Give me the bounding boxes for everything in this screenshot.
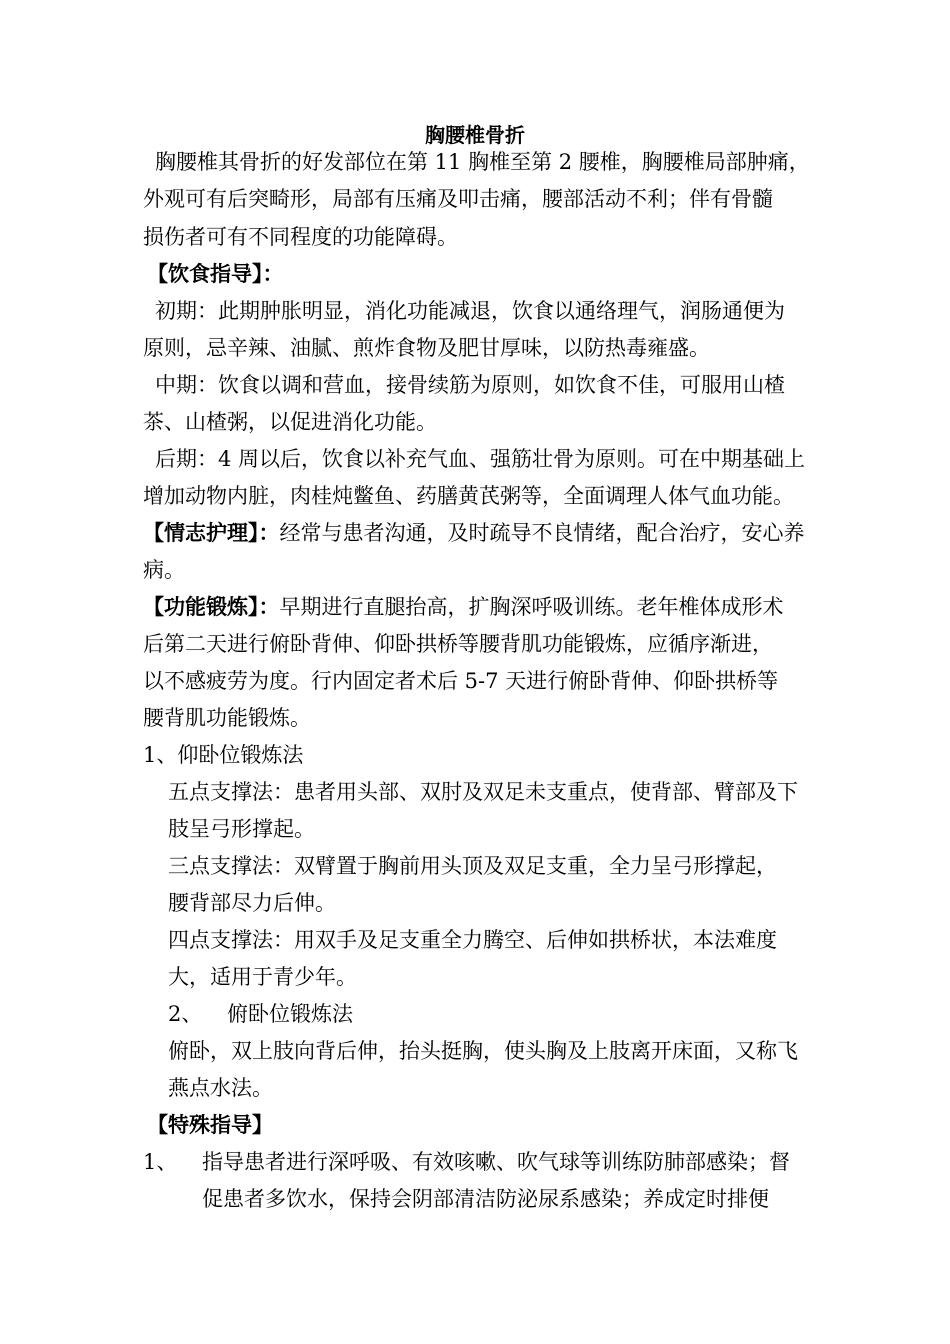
page-title: 胸腰椎骨折 [425,123,525,147]
intro-line-3: 损伤者可有不同程度的功能障碍。 [143,225,458,249]
supine-title: 1、仰卧位锻炼法 [143,743,304,767]
exercise-line-1 [143,592,784,622]
exercise-line-4: 腰背肌功能锻炼。 [143,706,311,730]
three-point-line-1: 三点支撑法：双臂置于胸前用头顶及双足支重，全力呈弓形撑起， [168,854,777,878]
special-item-line-2: 促患者多饮水，保持会阴部清洁防泌尿系感染；养成定时排便 [202,1187,769,1211]
exercise-text: 早期进行直腿抬高，扩胸深呼吸训练。老年椎体成形术 [279,595,784,619]
special-item-line-1: 指导患者进行深呼吸、有效咳嗽、吹气球等训练防肺部感染；督 [202,1150,790,1174]
exercise-line-3: 以不感疲劳为度。行内固定者术后 5-7 天进行俯卧背伸、仰卧拱桥等 [143,669,779,693]
four-point-line-2: 大，适用于青少年。 [168,965,357,989]
diet-early-line-2: 原则，忌辛辣、油腻、煎炸食物及肥甘厚味，以防热毒雍盛。 [143,336,710,360]
special-item-number: 1、 [143,1150,178,1174]
emotion-text: 经常与患者沟通，及时疏导不良情绪，配合治疗，安心养 [279,521,805,545]
special-heading: 【特殊指导】 [147,1113,273,1137]
prone-number: 2、 [168,1002,203,1026]
prone-title: 俯卧位锻炼法 [227,1002,353,1026]
diet-middle-line-2: 茶、山楂粥，以促进消化功能。 [143,410,437,434]
exercise-line-2: 后第二天进行俯卧背伸、仰卧拱桥等腰背肌功能锻炼，应循序渐进， [143,632,773,656]
intro-line-2: 外观可有后突畸形，局部有压痛及叩击痛，腰部活动不利；伴有骨髓 [143,187,773,211]
emotion-heading: 【情志护理】： [143,521,280,545]
five-point-line-2: 肢呈弓形撑起。 [168,817,315,841]
exercise-heading: 【功能锻炼】： [143,595,280,619]
four-point-line-1: 四点支撑法：用双手及足支重全力腾空、后伸如拱桥状，本法难度 [168,928,777,952]
diet-middle-line-1: 中期：饮食以调和营血，接骨续筋为原则，如饮食不佳，可服用山楂 [155,373,785,397]
diet-late-line-2: 增加动物内脏，肉桂炖鳖鱼、药膳黄芪粥等，全面调理人体气血功能。 [143,484,794,508]
diet-late-line-1: 后期：4 周以后，饮食以补充气血、强筋壮骨为原则。可在中期基础上 [155,447,806,471]
diet-heading: 【饮食指导】： [147,262,284,286]
intro-line-1: 胸腰椎其骨折的好发部位在第 11 胸椎至第 2 腰椎，胸腰椎局部肿痛， [155,150,810,174]
three-point-line-2: 腰背部尽力后伸。 [168,891,336,915]
emotion-line-1 [143,518,805,548]
prone-desc-line-2: 燕点水法。 [168,1076,273,1100]
emotion-line-2: 病。 [143,558,185,582]
prone-desc-line-1: 俯卧，双上肢向背后伸，抬头挺胸，使头胸及上肢离开床面，又称飞 [168,1039,798,1063]
five-point-line-1: 五点支撑法：患者用头部、双肘及双足未支重点，使背部、臂部及下 [168,780,798,804]
diet-early-line-1: 初期：此期肿胀明显，消化功能减退，饮食以通络理气，润肠通便为 [155,299,785,323]
